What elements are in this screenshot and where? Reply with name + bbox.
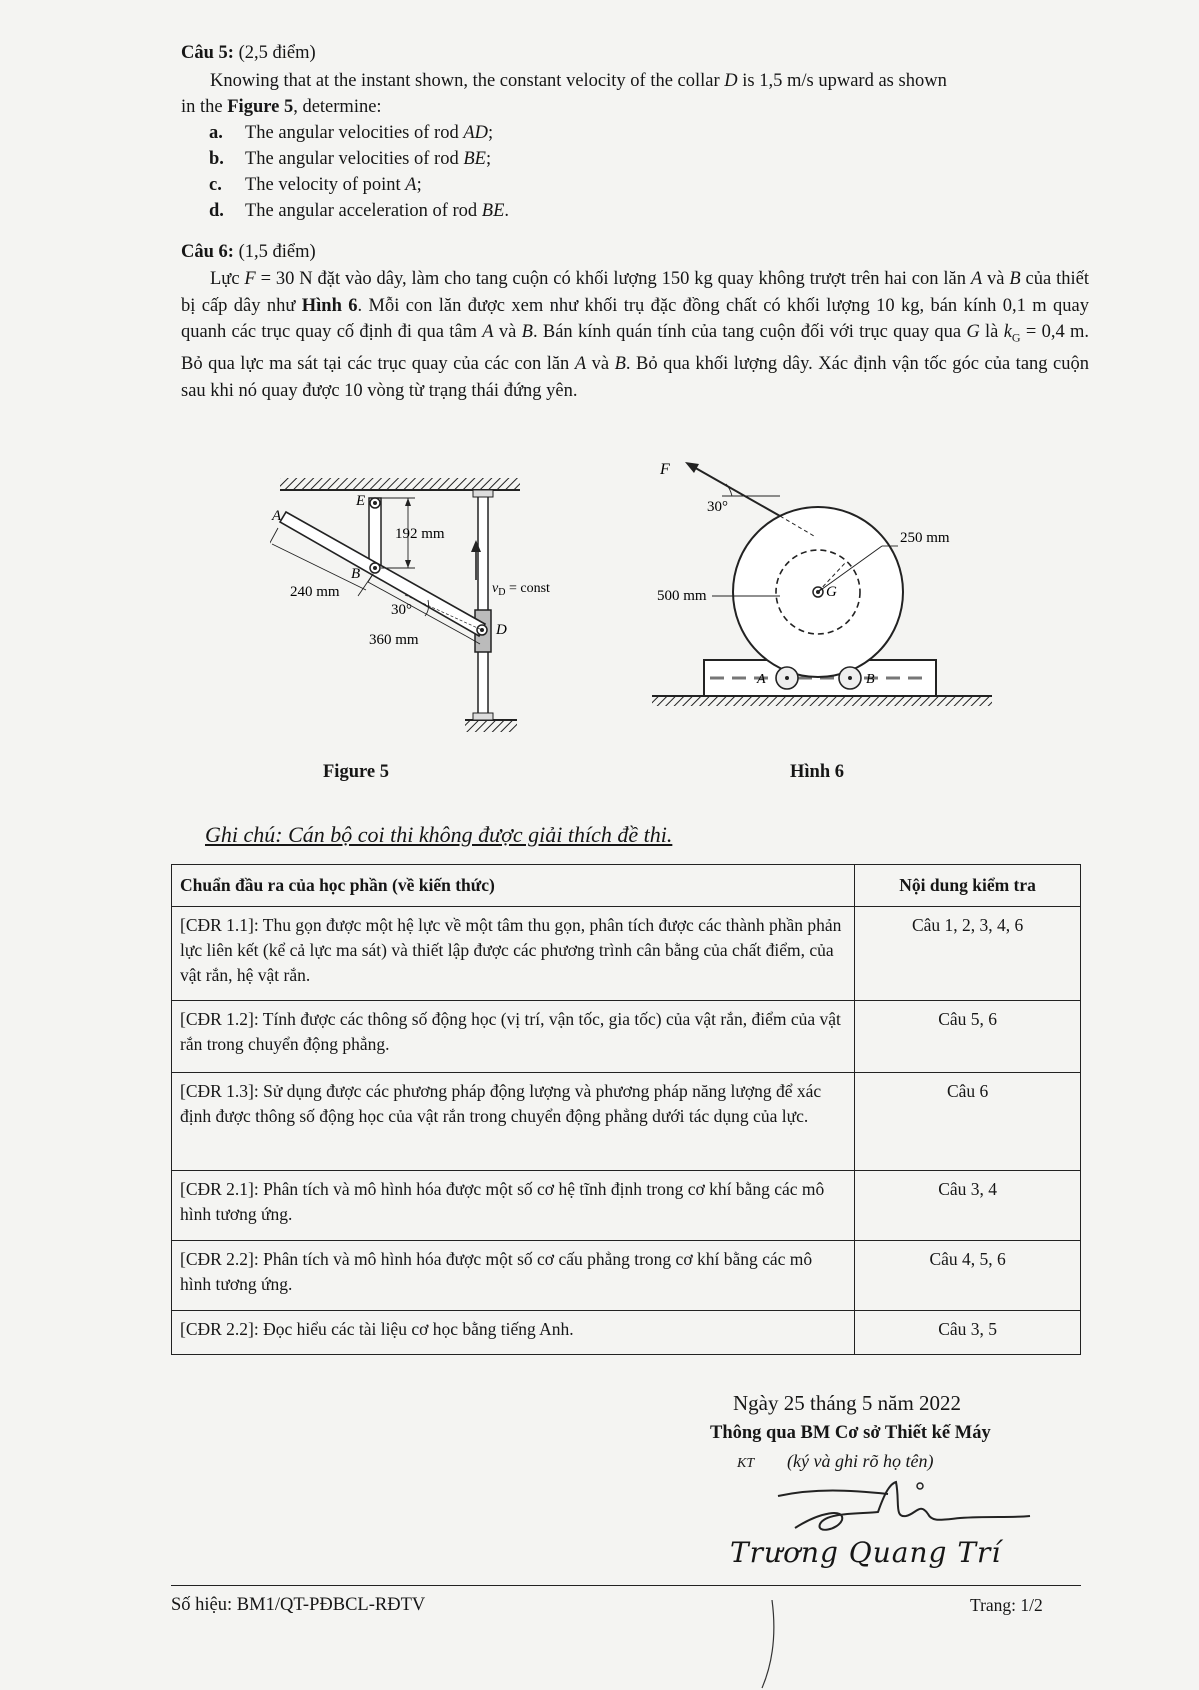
- q5-item-d: d. The angular acceleration of rod BE.: [209, 201, 510, 221]
- q6-heading-line: [181, 239, 316, 265]
- fig6-label-F: F: [660, 461, 670, 478]
- fig5-dim-360: 360 mm: [369, 632, 419, 648]
- table-row: [CĐR 2.2]: Phân tích và mô hình hóa được một số cơ cấu phẳng trong cơ khí bằng các mô hình tương ứng. Câu 4, 5, 6: [172, 1241, 1081, 1311]
- q5-heading-line: [181, 40, 316, 66]
- rod-AD: [280, 512, 485, 636]
- table-row: [CĐR 1.2]: Tính được các thông số động học (vị trí, vận tốc, gia tốc) của vật rắn, điểm của vật rắn trong chuyển động phẳng. Câu 5, 6: [172, 1001, 1081, 1073]
- q5-item-b: b. The angular velocities of rod BE;: [209, 149, 492, 169]
- figure6-diagram: [652, 456, 992, 714]
- signer-name: Trương Quang Trí: [730, 1536, 1002, 1569]
- footer-rule: [171, 1585, 1081, 1586]
- q5-item-c: c. The velocity of point A;: [209, 175, 422, 195]
- fig5-label-D: D: [496, 622, 507, 638]
- fig5-dim-240: 240 mm: [290, 584, 340, 600]
- table-row: [CĐR 2.1]: Phân tích và mô hình hóa được một số cơ hệ tĩnh định trong cơ khí bằng các mô hình tương ứng. Câu 3, 4: [172, 1171, 1081, 1241]
- fig5-label-B: B: [351, 566, 361, 582]
- q5-points: (2,5 điểm): [238, 43, 316, 63]
- fig6-angle: 30°: [707, 499, 728, 515]
- table-row: [CĐR 1.3]: Sử dụng được các phương pháp động lượng và phương pháp năng lượng để xác định được thông số động học của vật rắn trong chuyển động phẳng dưới tác dụng của lực. Câu 6: [172, 1073, 1081, 1171]
- q5-intro-line2: in the Figure 5, determine:: [181, 97, 382, 117]
- table-header-content: Nội dung kiểm tra: [855, 865, 1081, 907]
- fig6-dim-250: 250 mm: [900, 530, 950, 546]
- q5-intro-line1: Knowing that at the instant shown, the constant velocity of the collar D is 1,5 m/s upward as shown: [210, 71, 947, 91]
- q6-points: (1,5 điểm): [238, 242, 316, 262]
- ceiling-support: [280, 478, 520, 490]
- q5-heading: Câu 5:: [181, 43, 234, 63]
- figure6-caption: Hình 6: [790, 762, 844, 782]
- q5-item-a: a. The angular velocities of rod AD;: [209, 123, 494, 143]
- ground: [652, 696, 992, 706]
- fig5-vd: $v_D$ = const: [492, 581, 550, 598]
- signature-date: Ngày 25 tháng 5 năm 2022: [733, 1391, 962, 1415]
- fig6-label-B: B: [866, 672, 875, 687]
- learning-outcomes-table: [171, 864, 1081, 1355]
- figure5-diagram: [270, 470, 570, 765]
- table-row: [CĐR 1.1]: Thu gọn được một hệ lực về một tâm thu gọn, phân tích được các thành phần phản lực liên kết (kể cả lực ma sát) và thiết lập được các phương trình cân bằng của chất điểm, của vật rắn, hệ vật rắn. Câu 1, 2, 3, 4, 6: [172, 907, 1081, 1001]
- floor-support: [465, 720, 517, 732]
- fig5-label-A: A: [272, 508, 282, 524]
- fig5-angle: 30°: [391, 602, 412, 618]
- kt-label: KT: [737, 1456, 755, 1471]
- exam-note: Ghi chú: Cán bộ coi thi không được giải thích đề thi.: [205, 822, 673, 847]
- q6-paragraph: Lực F = 30 N đặt vào dây, làm cho tang cuộn có khối lượng 150 kg quay không trượt trên hai con lăn A và B của thiết bị cấp dây như Hình 6. Mỗi con lăn được xem như khối trụ đặc đồng chất có khối lượng 10 kg, bán kính 0,1 m quay quanh các trục quay cố định đi qua tâm A và B. Bán kính quán tính của tang cuộn đối với trục quay qua G là $k_G = 0,4$ m. Bỏ qua lực ma sát tại các trục quay của các con lăn A và B. Bỏ qua khối lượng dây. Xác định vận tốc góc của tang cuộn sau khi nó quay được 10 vòng từ trạng thái đứng yên.: [181, 269, 1090, 401]
- fig5-dim-192: 192 mm: [395, 526, 445, 542]
- doc-code: Số hiệu: BM1/QT-PĐBCL-RĐTV: [171, 1595, 426, 1615]
- guide-rod: [478, 490, 488, 720]
- force-F-arrow: [692, 466, 780, 516]
- pen-stroke: [760, 1600, 780, 1690]
- fig6-label-A: A: [757, 672, 766, 687]
- table-header-outcome: Chuẩn đầu ra của học phần (về kiến thức): [172, 865, 855, 907]
- fig5-label-E: E: [356, 493, 366, 509]
- fig6-dim-500: 500 mm: [657, 588, 707, 604]
- page-number: Trang: 1/2: [970, 1595, 1043, 1615]
- sign-note: (ký và ghi rõ họ tên): [787, 1451, 934, 1471]
- table-row: [CĐR 2.2]: Đọc hiểu các tài liệu cơ học bằng tiếng Anh. Câu 3, 5: [172, 1311, 1081, 1355]
- q6-heading: Câu 6:: [181, 242, 234, 262]
- table-header-row: [172, 865, 1081, 907]
- figure5-caption: Figure 5: [323, 762, 389, 782]
- approved-by: Thông qua BM Cơ sở Thiết kế Máy: [710, 1423, 991, 1443]
- fig6-label-G: G: [826, 584, 837, 600]
